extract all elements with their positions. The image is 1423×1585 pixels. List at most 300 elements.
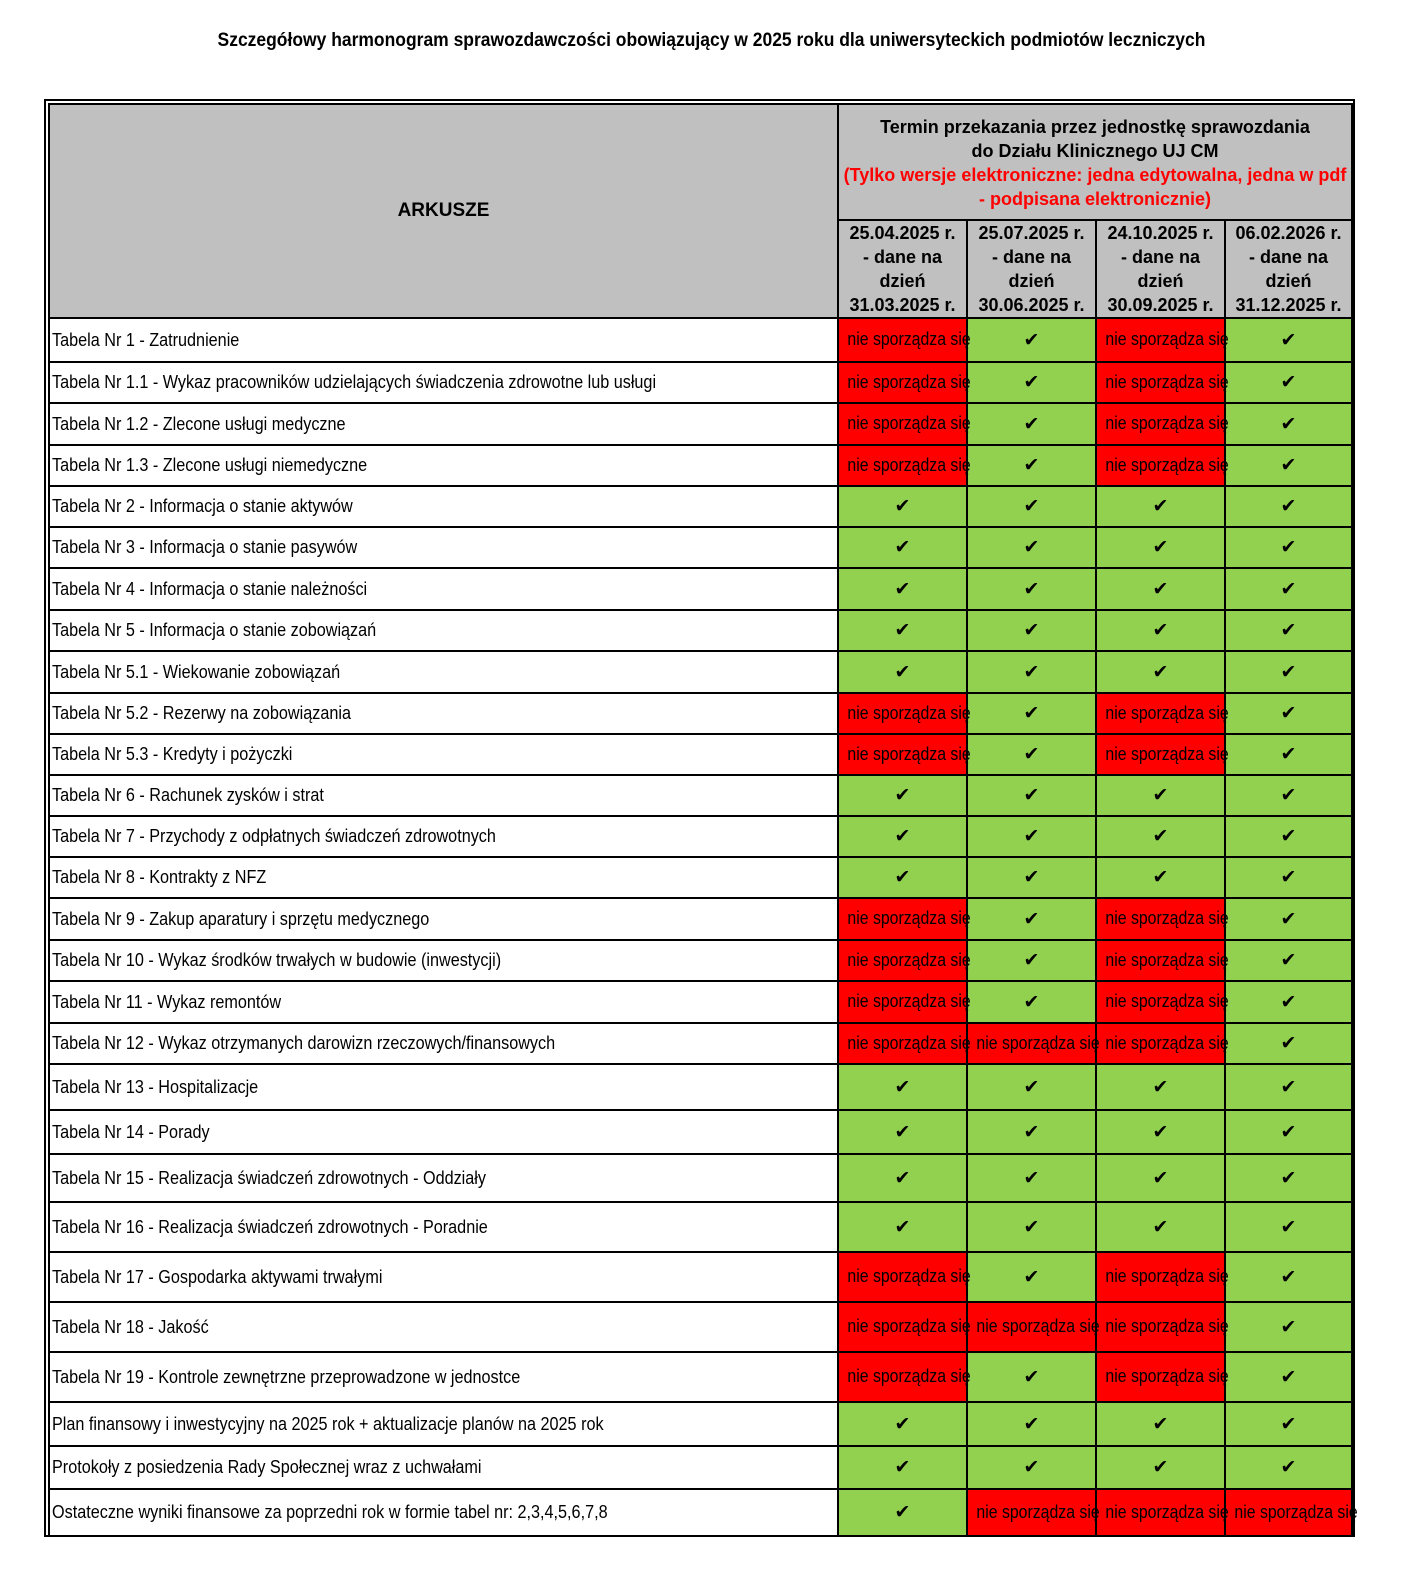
status-cell-not-prepared [1096,981,1229,1023]
not-prepared-text: nie sporządza się [1105,743,1229,764]
status-cell-required [967,981,1096,1023]
check-icon: ✔ [1023,1121,1040,1143]
row-label-text: Tabela Nr 1.1 - Wykaz pracowników udzielających świadczenia zdrowotne lub usługi [52,372,657,392]
status-cell-required [1225,1402,1352,1446]
row-label [49,403,838,445]
status-cell-required [1225,445,1352,486]
table-row [49,775,1352,816]
status-cell-required [967,1064,1096,1110]
table-row [49,1489,1352,1536]
check-icon: ✔ [1152,785,1169,806]
table-row [49,898,1352,940]
date-header-3-line2: - dane na [1120,247,1200,267]
check-icon: ✔ [1023,620,1040,641]
status-cell-not-prepared [838,693,971,734]
status-cell-required [967,486,1096,527]
not-prepared-text: nie sporządza się [847,454,971,475]
check-icon: ✔ [1280,1033,1297,1054]
not-prepared-text: nie sporządza się [1105,949,1229,970]
row-label [49,445,838,486]
row-label [49,775,838,816]
row-label [49,1064,838,1110]
status-cell-required [1225,568,1352,610]
check-icon: ✔ [1152,661,1169,683]
check-icon: ✔ [894,1121,911,1143]
check-icon: ✔ [1152,496,1169,517]
check-icon: ✔ [1152,1413,1169,1435]
date-header-2-line2: - dane na [991,247,1071,267]
check-icon: ✔ [1152,1121,1169,1143]
check-icon: ✔ [1280,496,1297,517]
status-cell-required [1225,1023,1352,1064]
row-label [49,568,838,610]
check-icon: ✔ [894,1502,911,1523]
status-cell-required [1096,816,1225,857]
check-icon: ✔ [1280,744,1297,765]
row-label [49,1352,838,1402]
check-icon: ✔ [894,1413,911,1435]
status-cell-required [967,1446,1096,1489]
check-icon: ✔ [894,661,911,683]
row-label-text: Tabela Nr 5.1 - Wiekowanie zobowiązań [52,661,341,682]
check-icon: ✔ [1023,455,1040,476]
row-label [49,1402,838,1446]
table-row [49,1154,1352,1202]
not-prepared-text: nie sporządza się [976,1032,1100,1053]
date-header-3-line3: dzień [1137,271,1184,291]
check-icon: ✔ [1023,950,1040,971]
status-cell-not-prepared [1096,734,1229,775]
row-label [49,816,838,857]
check-icon: ✔ [1280,1121,1297,1143]
table-row [49,1252,1352,1302]
date-header-4-line3: dzień [1265,271,1312,291]
status-cell-required [1225,318,1352,362]
status-cell-required [1225,1446,1352,1489]
status-cell-not-prepared [1096,445,1229,486]
date-header-2-line3: dzień [1008,271,1055,291]
check-icon: ✔ [894,496,911,517]
row-label [49,1202,838,1252]
check-icon: ✔ [1152,867,1169,888]
not-prepared-text: nie sporządza się [1105,371,1229,392]
not-prepared-text: nie sporządza się [847,371,971,392]
status-cell-required [967,568,1096,610]
check-icon: ✔ [1280,1366,1297,1388]
check-icon: ✔ [1280,329,1297,351]
status-cell-not-prepared [838,1023,971,1064]
check-icon: ✔ [894,537,911,558]
date-header-3-line4: 30.09.2025 r. [1107,295,1214,315]
not-prepared-text: nie sporządza się [847,413,971,433]
table-row [49,1023,1352,1064]
status-cell-required [1096,568,1225,610]
status-cell-required [838,568,967,610]
check-icon: ✔ [1280,661,1297,683]
status-cell-required [967,610,1096,651]
table-row [49,734,1352,775]
check-icon: ✔ [1280,537,1297,558]
status-cell-not-prepared [967,1302,1100,1352]
date-header-4-line4: 31.12.2025 r. [1235,295,1342,315]
status-cell-not-prepared [1096,1023,1229,1064]
date-header-1 [838,220,967,318]
status-cell-required [1096,1110,1225,1154]
row-label-text: Tabela Nr 14 - Porady [52,1121,210,1142]
status-cell-not-prepared [1096,693,1229,734]
status-cell-required [838,1446,967,1489]
status-cell-required [967,445,1096,486]
table-row [49,1352,1352,1402]
status-cell-required [967,527,1096,568]
row-label-text: Tabela Nr 5 - Informacja o stanie zobowiązań [52,620,377,640]
check-icon: ✔ [1280,826,1297,847]
row-label-text: Tabela Nr 5.3 - Kredyty i pożyczki [52,744,293,764]
status-cell-not-prepared [838,362,971,403]
not-prepared-text: nie sporządza się [1105,1366,1229,1386]
not-prepared-text: nie sporządza się [847,1316,971,1336]
not-prepared-text: nie sporządza się [1105,991,1229,1011]
status-cell-not-prepared [838,940,971,981]
status-cell-not-prepared [1096,898,1229,940]
check-icon: ✔ [1280,1413,1297,1435]
check-icon: ✔ [1280,950,1297,971]
status-cell-not-prepared [838,1302,971,1352]
row-label-text: Tabela Nr 16 - Realizacja świadczeń zdrowotnych - Poradnie [52,1216,488,1237]
table-row [49,1064,1352,1110]
row-label [49,362,838,403]
check-icon: ✔ [894,578,911,600]
status-cell-required [838,610,967,651]
check-icon: ✔ [894,1216,911,1238]
check-icon: ✔ [1023,744,1040,765]
row-label-text: Tabela Nr 7 - Przychody z odpłatnych świadczeń zdrowotnych [52,826,496,846]
table-row [49,318,1352,362]
status-cell-not-prepared [838,1352,971,1402]
check-icon: ✔ [1023,826,1040,847]
status-cell-required [1225,1302,1352,1352]
not-prepared-text: nie sporządza się [976,1316,1100,1336]
status-cell-required [967,403,1096,445]
status-cell-required [1096,1202,1225,1252]
status-cell-required [1225,981,1352,1023]
check-icon: ✔ [1280,1316,1297,1338]
status-cell-required [1225,1110,1352,1154]
header-termin [838,104,1352,220]
not-prepared-text: nie sporządza się [1105,329,1229,349]
status-cell-not-prepared [1225,1489,1358,1536]
check-icon: ✔ [1023,1216,1040,1238]
row-label [49,693,838,734]
row-label-text: Tabela Nr 3 - Informacja o stanie pasywów [52,537,358,557]
status-cell-required [1096,610,1225,651]
status-cell-not-prepared [967,1489,1100,1536]
row-label-text: Tabela Nr 9 - Zakup aparatury i sprzętu medycznego [52,908,430,929]
check-icon: ✔ [894,620,911,641]
table-row [49,403,1352,445]
status-cell-required [1096,486,1225,527]
table-row [49,362,1352,403]
check-icon: ✔ [1280,1266,1297,1288]
row-label [49,318,838,362]
check-icon: ✔ [1280,1167,1297,1189]
status-cell-required [967,775,1096,816]
check-icon: ✔ [1280,991,1297,1013]
check-icon: ✔ [1023,661,1040,683]
row-label-text: Protokoły z posiedzenia Rady Społecznej wraz z uchwałami [52,1457,482,1477]
table-row [49,816,1352,857]
table-row [49,527,1352,568]
check-icon: ✔ [1023,1366,1040,1388]
not-prepared-text: nie sporządza się [1105,1501,1229,1522]
row-label [49,734,838,775]
date-header-1-line1: 25.04.2025 r. [849,223,956,243]
status-cell-required [967,362,1096,403]
not-prepared-text: nie sporządza się [847,1266,971,1286]
status-cell-required [1096,1402,1225,1446]
check-icon: ✔ [1023,537,1040,558]
status-cell-required [1096,1064,1225,1110]
row-label [49,1302,838,1352]
status-cell-required [1225,775,1352,816]
status-cell-required [838,1110,967,1154]
check-icon: ✔ [1023,496,1040,517]
status-cell-required [967,1202,1096,1252]
date-header-1-line4: 31.03.2025 r. [849,295,956,315]
status-cell-required [967,1252,1096,1302]
table-row [49,1402,1352,1446]
table-row [49,568,1352,610]
status-cell-not-prepared [838,898,971,940]
status-cell-required [967,816,1096,857]
status-cell-required [1225,1352,1352,1402]
row-label [49,940,838,981]
status-cell-required [1225,527,1352,568]
row-label-text: Tabela Nr 11 - Wykaz remontów [52,991,282,1012]
row-label [49,1489,838,1536]
not-prepared-text: nie sporządza się [1234,1501,1358,1522]
header-termin-line1: Termin przekazania przez jednostkę sprawozdania [880,117,1310,137]
check-icon: ✔ [1280,578,1297,600]
check-icon: ✔ [1023,703,1040,724]
status-cell-required [838,775,967,816]
check-icon: ✔ [1280,620,1297,641]
check-icon: ✔ [1280,1076,1297,1098]
status-cell-required [1225,651,1352,693]
check-icon: ✔ [1023,908,1040,930]
status-cell-required [1225,816,1352,857]
check-icon: ✔ [1023,578,1040,600]
table-row [49,981,1352,1023]
check-icon: ✔ [1280,1216,1297,1238]
check-icon: ✔ [1023,1076,1040,1098]
row-label-text: Tabela Nr 10 - Wykaz środków trwałych w budowie (inwestycji) [52,950,502,970]
not-prepared-text: nie sporządza się [1105,1032,1229,1053]
check-icon: ✔ [1023,413,1040,435]
status-cell-required [1225,486,1352,527]
status-cell-not-prepared [1096,1252,1229,1302]
table-row [49,1202,1352,1252]
status-cell-required [838,527,967,568]
table-row [49,857,1352,898]
check-icon: ✔ [1280,785,1297,806]
header-termin-line2: do Działu Klinicznego UJ CM [971,141,1219,161]
table-row [49,486,1352,527]
status-cell-required [1096,1446,1225,1489]
status-cell-required [1225,1202,1352,1252]
row-label-text: Tabela Nr 1.2 - Zlecone usługi medyczne [52,413,346,434]
status-cell-required [967,1402,1096,1446]
check-icon: ✔ [1152,578,1169,600]
check-icon: ✔ [1152,1167,1169,1189]
status-cell-required [967,857,1096,898]
check-icon: ✔ [894,1076,911,1098]
date-header-3-line1: 24.10.2025 r. [1107,223,1214,243]
row-label [49,486,838,527]
check-icon: ✔ [1023,1167,1040,1189]
not-prepared-text: nie sporządza się [847,908,971,928]
check-icon: ✔ [1280,908,1297,930]
row-label-text: Tabela Nr 2 - Informacja o stanie aktywów [52,496,353,516]
status-cell-required [1096,857,1225,898]
row-label [49,981,838,1023]
status-cell-not-prepared [838,1252,971,1302]
status-cell-required [838,1154,967,1202]
status-cell-required [967,1352,1096,1402]
status-cell-required [1225,857,1352,898]
check-icon: ✔ [1280,372,1297,393]
date-header-3 [1096,220,1225,318]
status-cell-required [967,651,1096,693]
row-label [49,857,838,898]
status-cell-required [838,1402,967,1446]
table-row [49,693,1352,734]
status-cell-required [1225,403,1352,445]
not-prepared-text: nie sporządza się [1105,908,1229,928]
check-icon: ✔ [894,1167,911,1189]
row-label-text: Ostateczne wyniki finansowe za poprzedni rok w formie tabel nr: 2,3,4,5,6,7,8 [52,1502,608,1522]
status-cell-required [838,1064,967,1110]
check-icon: ✔ [1280,1457,1297,1478]
check-icon: ✔ [1152,1457,1169,1478]
check-icon: ✔ [1152,1216,1169,1238]
row-label-text: Tabela Nr 18 - Jakość [52,1316,209,1337]
row-label [49,651,838,693]
row-label-text: Tabela Nr 15 - Realizacja świadczeń zdrowotnych - Oddziały [52,1167,486,1188]
status-cell-not-prepared [838,981,971,1023]
status-cell-not-prepared [1096,1489,1229,1536]
not-prepared-text: nie sporządza się [847,702,971,723]
status-cell-required [1225,362,1352,403]
status-cell-not-prepared [838,734,971,775]
status-cell-required [1096,651,1225,693]
status-cell-not-prepared [838,445,971,486]
table-row [49,445,1352,486]
row-label-text: Tabela Nr 4 - Informacja o stanie należności [52,578,368,599]
header-termin-note: (Tylko wersje elektroniczne: jedna edytowalna, jedna w pdf - podpisana elektronicznie) [843,165,1347,209]
status-cell-required [1225,940,1352,981]
table-row [49,610,1352,651]
check-icon: ✔ [1023,991,1040,1013]
check-icon: ✔ [894,867,911,888]
status-cell-required [1225,1064,1352,1110]
row-label-text: Tabela Nr 13 - Hospitalizacje [52,1076,259,1097]
row-label-text: Tabela Nr 1.3 - Zlecone usługi niemedyczne [52,455,368,475]
check-icon: ✔ [894,826,911,847]
row-label-text: Tabela Nr 12 - Wykaz otrzymanych darowizn rzeczowych/finansowych [52,1033,556,1053]
status-cell-required [1225,1252,1352,1302]
not-prepared-text: nie sporządza się [847,743,971,764]
status-cell-required [1096,775,1225,816]
row-label [49,1023,838,1064]
status-cell-required [838,1202,967,1252]
check-icon: ✔ [894,1457,911,1478]
status-cell-required [838,486,967,527]
table-row [49,1302,1352,1352]
status-cell-not-prepared [1096,940,1229,981]
document-title: Szczegółowy harmonogram sprawozdawczości obowiązujący w 2025 roku dla uniwersyteckich podmiotów leczniczych [217,30,1206,51]
row-label [49,1446,838,1489]
status-cell-not-prepared [1096,403,1229,445]
status-cell-required [838,1489,967,1536]
status-cell-required [1096,527,1225,568]
check-icon: ✔ [1023,1457,1040,1478]
status-cell-required [967,940,1096,981]
status-cell-required [967,898,1096,940]
check-icon: ✔ [1152,620,1169,641]
check-icon: ✔ [1023,785,1040,806]
status-cell-required [838,651,967,693]
check-icon: ✔ [1023,1413,1040,1435]
table-row [49,1110,1352,1154]
date-header-2-line1: 25.07.2025 r. [978,223,1085,243]
not-prepared-text: nie sporządza się [847,949,971,970]
status-cell-required [1096,1154,1225,1202]
table-row [49,1446,1352,1489]
status-cell-required [838,816,967,857]
row-label-text: Tabela Nr 8 - Kontrakty z NFZ [52,867,267,887]
row-label-text: Tabela Nr 6 - Rachunek zysków i strat [52,785,324,805]
status-cell-required [1225,1154,1352,1202]
schedule-table [48,103,1358,1537]
row-label [49,1252,838,1302]
status-cell-not-prepared [838,318,971,362]
status-cell-not-prepared [1096,318,1229,362]
status-cell-required [967,693,1096,734]
row-label-text: Tabela Nr 1 - Zatrudnienie [52,329,240,350]
not-prepared-text: nie sporządza się [1105,1316,1229,1336]
status-cell-required [967,318,1096,362]
status-cell-required [1225,693,1352,734]
not-prepared-text: nie sporządza się [1105,1266,1229,1286]
check-icon: ✔ [1152,1076,1169,1098]
status-cell-required [967,734,1096,775]
not-prepared-text: nie sporządza się [1105,413,1229,433]
check-icon: ✔ [1023,329,1040,351]
check-icon: ✔ [1280,867,1297,888]
not-prepared-text: nie sporządza się [847,1032,971,1053]
status-cell-required [967,1110,1096,1154]
row-label [49,1110,838,1154]
date-header-4 [1225,220,1352,318]
date-header-4-line2: - dane na [1249,247,1329,267]
date-header-1-line3: dzień [879,271,926,291]
date-header-1-line2: - dane na [862,247,942,267]
status-cell-not-prepared [838,403,971,445]
check-icon: ✔ [894,785,911,806]
status-cell-not-prepared [1096,1352,1229,1402]
header-arkusze: ARKUSZE [49,104,838,318]
